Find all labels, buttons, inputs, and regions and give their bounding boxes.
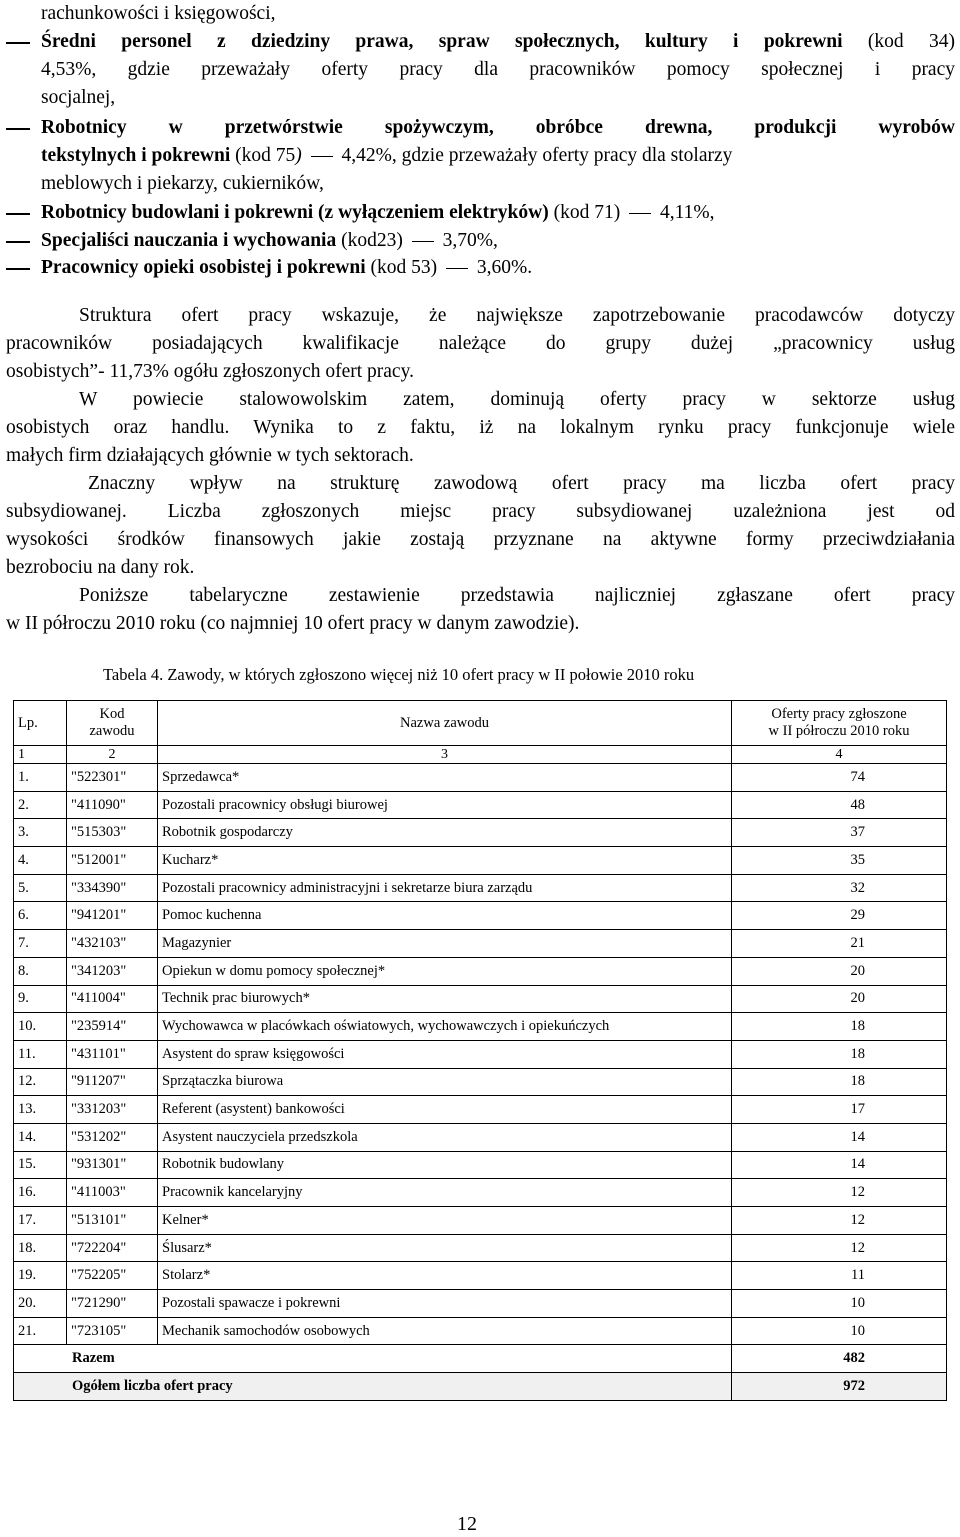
occupation-name: Specjaliści nauczania i wychowania [41,230,337,251]
cell-nazwa: Pozostali spawacze i pokrewni [158,1290,732,1318]
paragraph-3-line-2: subsydiowanej. Liczba zgłoszonych miejsc pracy subsydiowanej uzależniona jest od [6,501,955,522]
cell-lp: 5. [14,874,67,902]
cell-lp: 17. [14,1207,67,1235]
occupation-name: Pracownicy opieki osobistej i pokrewni [41,257,366,278]
table-header-row [14,701,947,746]
inline-dash [311,156,333,158]
cell-lp: 13. [14,1096,67,1124]
cell-kod: "334390" [67,874,158,902]
table-row [14,874,947,902]
cell-kod: "341203" [67,957,158,985]
total-row-label: Razem [14,1345,732,1373]
cell-nazwa: Pomoc kuchenna [158,902,732,930]
cell-nazwa: Robotnik budowlany [158,1151,732,1179]
list-item-code-23 [41,227,498,255]
cell-nazwa: Asystent do spraw księgowości [158,1040,732,1068]
cell-lp: 4. [14,847,67,875]
cell-kod: "515303" [67,819,158,847]
occupation-code: (kod23) [336,230,403,251]
table-row [14,847,947,875]
header-nazwa: Nazwa zawodu [158,701,732,746]
cell-oferty: 20 [732,957,947,985]
cell-nazwa: Opiekun w domu pomocy społecznej* [158,957,732,985]
cell-lp: 20. [14,1290,67,1318]
cell-nazwa: Magazynier [158,930,732,958]
list-item-code-75-line2 [41,142,732,170]
occupation-share: 4,42%, gdzie przeważały oferty pracy dla stolarzy [341,145,733,166]
occupation-code: (kod 53) [365,257,438,278]
cell-kod: "235914" [67,1013,158,1041]
list-item-code-75-line3: meblowych i piekarzy, cukierników, [41,173,324,194]
cell-nazwa: Kelner* [158,1207,732,1235]
cell-oferty: 14 [732,1123,947,1151]
cell-lp: 3. [14,819,67,847]
list-dash [6,213,30,215]
list-item-code-34-line3: socjalnej, [41,87,116,108]
cell-kod: "512001" [67,847,158,875]
table-row [14,1317,947,1345]
cell-oferty: 20 [732,985,947,1013]
grand-total-row [14,1373,947,1401]
cell-lp: 1. [14,764,67,792]
cell-nazwa: Asystent nauczyciela przedszkola [158,1123,732,1151]
cell-lp: 8. [14,957,67,985]
cell-kod: "411090" [67,791,158,819]
cell-kod: "941201" [67,902,158,930]
col-number: 2 [67,746,158,764]
cell-oferty: 35 [732,847,947,875]
cell-kod: "722204" [67,1234,158,1262]
table-row [14,1207,947,1235]
cell-kod: "721290" [67,1290,158,1318]
header-lp: Lp. [14,701,67,746]
cell-kod: "513101" [67,1207,158,1235]
occupation-code: (kod 34) [842,31,955,52]
occupation-share: 3,70%, [442,230,498,251]
cell-lp: 15. [14,1151,67,1179]
cell-lp: 10. [14,1013,67,1041]
occupation-share: 4,11%, [659,202,715,223]
header-kod: Kod zawodu [67,701,158,746]
cell-lp: 21. [14,1317,67,1345]
cell-oferty: 17 [732,1096,947,1124]
cell-kod: "911207" [67,1068,158,1096]
grand-total-row-label: Ogółem liczba ofert pracy [14,1373,732,1401]
table-row [14,1290,947,1318]
inline-dash [629,213,651,215]
cell-nazwa: Technik prac biurowych* [158,985,732,1013]
cell-kod: "431101" [67,1040,158,1068]
paragraph-3-line-3: wysokości środków finansowych jakie zostają przyznane na aktywne formy przeciwdziałania [6,529,955,550]
occupation-code: (kod 75 [230,145,296,166]
occupation-name: tekstylnych i pokrewni [41,145,231,166]
table-row [14,930,947,958]
cell-kod: "432103" [67,930,158,958]
cell-lp: 6. [14,902,67,930]
paragraph-3-line-4: bezrobociu na dany rok. [6,557,195,578]
list-item-code-75: Robotnicy w przetwórstwie spożywczym, obróbce drewna, produkcji wyrobów [41,117,955,138]
cell-oferty: 74 [732,764,947,792]
total-row-value: 482 [732,1345,947,1373]
cell-nazwa: Pracownik kancelaryjny [158,1179,732,1207]
cell-lp: 14. [14,1123,67,1151]
table-row [14,1262,947,1290]
list-item-code-53 [41,254,532,282]
cell-nazwa: Stolarz* [158,1262,732,1290]
cell-lp: 11. [14,1040,67,1068]
list-dash [6,42,30,44]
inline-dash [412,241,434,243]
cell-oferty: 14 [732,1151,947,1179]
cell-oferty: 12 [732,1207,947,1235]
list-dash [6,268,30,270]
table-row [14,1013,947,1041]
cell-nazwa: Kucharz* [158,847,732,875]
cell-kod: "752205" [67,1262,158,1290]
cell-oferty: 18 [732,1013,947,1041]
cell-kod: "723105" [67,1317,158,1345]
list-continuation: rachunkowości i księgowości, [41,3,276,24]
paragraph-1-line-2: pracowników posiadających kwalifikacje należące do grupy dużej „pracownicy usług [6,333,955,354]
cell-nazwa: Ślusarz* [158,1234,732,1262]
cell-oferty: 21 [732,930,947,958]
table-row [14,1068,947,1096]
cell-oferty: 18 [732,1040,947,1068]
table-row [14,791,947,819]
table-row [14,1179,947,1207]
list-dash [6,128,30,130]
cell-nazwa: Robotnik gospodarczy [158,819,732,847]
cell-lp: 2. [14,791,67,819]
paragraph-3-line-1: Znaczny wpływ na strukturę zawodową ofert pracy ma liczba ofert pracy [88,473,955,494]
list-item-code-71 [41,199,715,227]
header-oferty: Oferty pracy zgłoszone w II półroczu 2010 roku [732,701,947,746]
occupation-code-paren: ) [295,145,302,166]
occupations-table [13,700,947,1401]
cell-nazwa: Wychowawca w placówkach oświatowych, wychowawczych i opiekuńczych [158,1013,732,1041]
occupation-name: Średni personel z dziedziny prawa, spraw społecznych, kultury i pokrewni [41,31,843,52]
cell-nazwa: Pozostali pracownicy administracyjni i sekretarze biura zarządu [158,874,732,902]
list-item-code-34-line2: 4,53%, gdzie przeważały oferty pracy dla pracowników pomocy społecznej i pracy [41,59,955,80]
cell-nazwa: Mechanik samochodów osobowych [158,1317,732,1345]
occupation-share: 3,60%. [476,257,533,278]
cell-oferty: 11 [732,1262,947,1290]
table-row [14,1040,947,1068]
paragraph-2-line-2: osobistych oraz handlu. Wynika to z faktu, iż na lokalnym rynku pracy funkcjonuje wiele [6,417,955,438]
cell-kod: "931301" [67,1151,158,1179]
cell-kod: "411003" [67,1179,158,1207]
table-row [14,1151,947,1179]
table-row [14,819,947,847]
cell-nazwa: Sprzedawca* [158,764,732,792]
paragraph-2-line-1: W powiecie stalowowolskim zatem, dominują oferty pracy w sektorze usług [79,389,955,410]
col-number: 1 [14,746,67,764]
cell-nazwa: Referent (asystent) bankowości [158,1096,732,1124]
grand-total-row-value: 972 [732,1373,947,1401]
occupation-name: Robotnicy budowlani i pokrewni (z wyłączeniem elektryków) [41,202,549,223]
table-row [14,1234,947,1262]
cell-kod: "331203" [67,1096,158,1124]
cell-lp: 7. [14,930,67,958]
cell-nazwa: Sprzątaczka biurowa [158,1068,732,1096]
cell-oferty: 18 [732,1068,947,1096]
cell-oferty: 10 [732,1317,947,1345]
cell-oferty: 37 [732,819,947,847]
cell-lp: 9. [14,985,67,1013]
cell-oferty: 12 [732,1179,947,1207]
page-number: 12 [457,1513,477,1535]
paragraph-4-line-2: w II półroczu 2010 roku (co najmniej 10 ofert pracy w danym zawodzie). [6,613,580,634]
cell-oferty: 12 [732,1234,947,1262]
total-row [14,1345,947,1373]
cell-nazwa: Pozostali pracownicy obsługi biurowej [158,791,732,819]
cell-lp: 12. [14,1068,67,1096]
paragraph-1-line-1: Struktura ofert pracy wskazuje, że największe zapotrzebowanie pracodawców dotyczy [79,305,955,326]
cell-kod: "522301" [67,764,158,792]
list-dash [6,241,30,243]
cell-oferty: 32 [732,874,947,902]
table-row [14,764,947,792]
cell-oferty: 29 [732,902,947,930]
occupation-code: (kod 71) [548,202,621,223]
cell-lp: 16. [14,1179,67,1207]
cell-lp: 19. [14,1262,67,1290]
col-number: 4 [732,746,947,764]
col-number: 3 [158,746,732,764]
table-row [14,1096,947,1124]
table-row [14,957,947,985]
cell-lp: 18. [14,1234,67,1262]
table-caption: Tabela 4. Zawody, w których zgłoszono więcej niż 10 ofert pracy w II połowie 2010 roku [103,665,695,684]
table-column-numbers [14,746,947,764]
inline-dash [446,268,468,270]
table-row [14,985,947,1013]
paragraph-1-line-3: osobistych”- 11,73% ogółu zgłoszonych ofert pracy. [6,361,414,382]
paragraph-2-line-3: małych firm działających głównie w tych sektorach. [6,445,414,466]
cell-kod: "531202" [67,1123,158,1151]
paragraph-4-line-1: Poniższe tabelaryczne zestawienie przedstawia najliczniej zgłaszane ofert pracy [79,585,955,606]
cell-oferty: 10 [732,1290,947,1318]
cell-oferty: 48 [732,791,947,819]
cell-kod: "411004" [67,985,158,1013]
table-row [14,1123,947,1151]
table-row [14,902,947,930]
list-item-code-34 [41,28,955,56]
